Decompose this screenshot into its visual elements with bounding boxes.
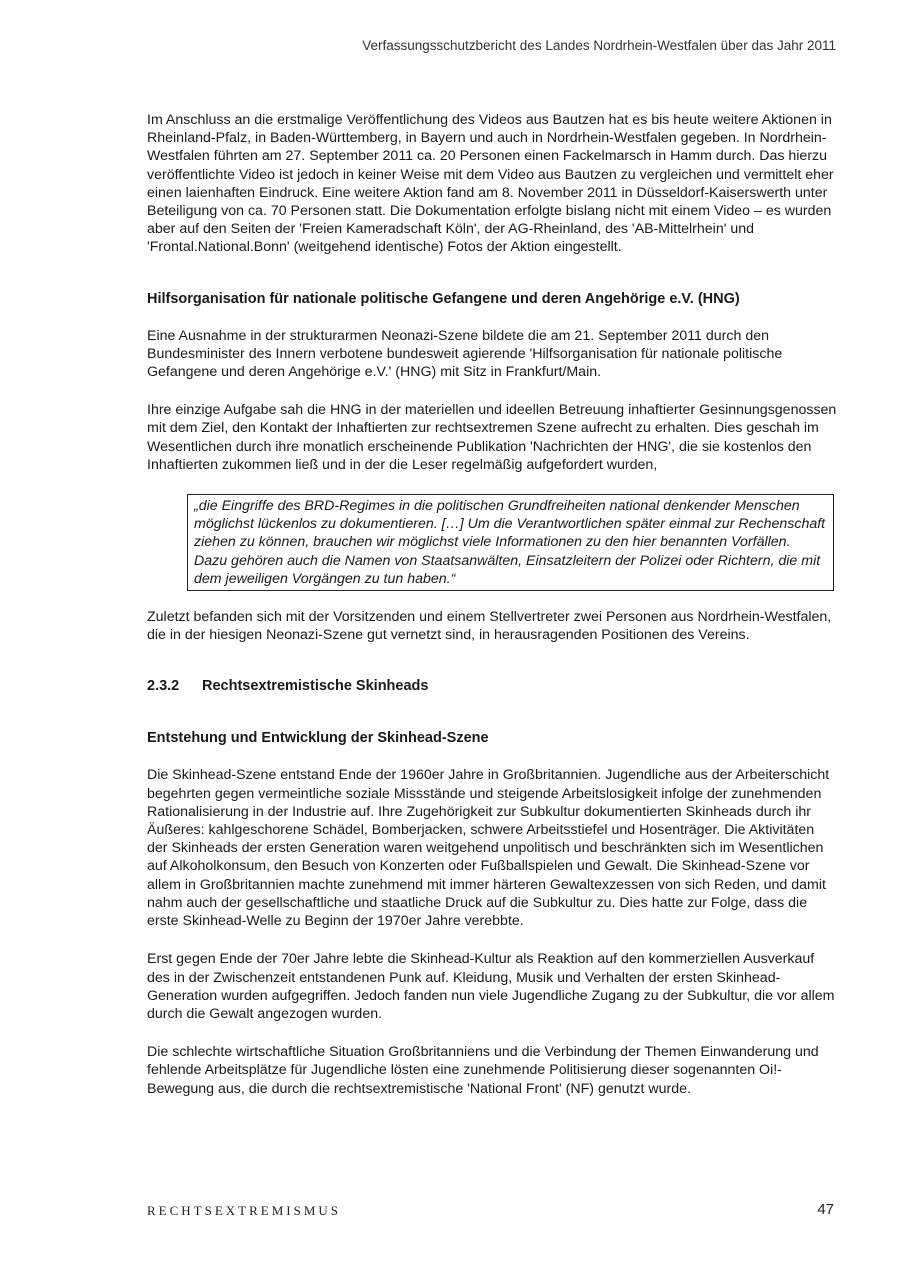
footer-section-label: RECHTSEXTREMISMUS [147,1203,342,1218]
paragraph-skinhead-revival: Erst gegen Ende der 70er Jahre lebte die Skinhead-Kultur als Reaktion auf den kommerziellen Ausverkauf des in der Zwischenzeit entstandenen Punk auf. Kleidung, Musik und Verhalten der ersten Skinhead-Generation wurden aufgegriffen. Jedoch fanden nun viele Jugendliche Zugang zu der Subkultur, die vor allem durch die Gewalt angezogen wurden. [147,951,835,1022]
page-content [147,111,837,1118]
running-header: Verfassungsschutzbericht des Landes Nordrhein-Westfalen über das Jahr 2011 [362,38,836,53]
hng-quote-box: „die Eingriffe des BRD-Regimes in die politischen Grundfreiheiten national denkender Menschen möglichst lückenlos zu dokumentieren. […] Um die Verantwortlichen später einmal zur Rechenschaft ziehen zu können, brauchen wir möglichst viele Informationen zu den hier benannten Vorfällen. Dazu gehören auch die Namen von Staatsanwälten, Einsatzleitern der Polizei oder Richtern, die mit dem jeweiligen Vorgängen zu tun haben.“ [187,494,834,591]
paragraph-hng-leaders: Zuletzt befanden sich mit der Vorsitzenden und einem Stellvertreter zwei Personen aus Nordrhein-Westfalen, die in der hiesigen Neonazi-Szene gut vernetzt sind, in herausragenden Positionen des Vereins. [147,609,832,644]
section-title: Rechtsextremistische Skinheads [202,678,429,695]
heading-hng: Hilfsorganisation für nationale politische Gefangene und deren Angehörige e.V. (HNG) [147,290,740,307]
paragraph-hng-ban: Eine Ausnahme in der strukturarmen Neonazi-Szene bildete die am 21. September 2011 durch den Bundesminister des Innern verbotene bundesweit agierende 'Hilfsorganisation für nationale politische Gefangene und deren Angehörige e.V.' (HNG) mit Sitz in Frankfurt/Main. [147,327,783,381]
paragraph-skinhead-origin: Die Skinhead-Szene entstand Ende der 1960er Jahre in Großbritannien. Jugendliche aus der Arbeiterschicht begehrten gegen vermeintliche soziale Missstände und steigende Arbeitslosigkeit infolge der zunehmenden Rationalisierung in der Industrie auf. Ihre Zugehörigkeit zur Subkultur dokumentierten Skinheads durch ihr Äußeres: kahlgeschorene Schädel, Bomberjacken, schwere Arbeitsstiefel und Hosenträger. Die Aktivitäten der Skinheads der ersten Generation waren weitgehend unpolitisch und beschränkten sich im Wesentlichen auf Alkoholkonsum, den Besuch von Konzerten oder Fußballspielen und Gewalt. Die Skinhead-Szene vor allem in Großbritannien machte zunehmend mit immer härteren Gewaltexzessen von sich Reden, und damit nahm auch der gesellschaftliche und staatliche Druck auf die Subkultur zu. Dies hatte zur Folge, dass die erste Skinhead-Welle zu Beginn der 1970er Jahre verebbte. [147,767,830,930]
heading-skinhead-origin: Entstehung und Entwicklung der Skinhead-Szene [147,730,489,747]
page-number: 47 [817,1201,834,1218]
paragraph-hng-task: Ihre einzige Aufgabe sah die HNG in der materiellen und ideellen Betreuung inhaftierter Gesinnungsgenossen mit dem Ziel, den Kontakt der Inhaftierten zur rechtsextremen Szene aufrecht zu erhalten. Dies geschah im Wesentlichen durch ihre monatlich erscheinende Publikation 'Nachrichten der HNG', die sie kostenlos den Inhaftierten zukommen ließ und in der die Leser regelmäßig aufgefordert wurden, [147,402,837,473]
paragraph-oi-movement: Die schlechte wirtschaftliche Situation Großbritanniens und die Verbindung der Themen Einwanderung und fehlende Arbeitsplätze für Jugendliche lösten eine zunehmende Politisierung dieser sogenannten Oi!-Bewegung aus, die durch die rechtsextremistische 'National Front' (NF) genutzt wurde. [147,1044,819,1097]
section-number: 2.3.2 [147,678,180,695]
paragraph-hamm-duesseldorf: Im Anschluss an die erstmalige Veröffentlichung des Videos aus Bautzen hat es bis heute weitere Aktionen in Rheinland-Pfalz, in Baden-Württemberg, in Bayern und auch in Nordrhein-Westfalen gegeben. In Nordrhein-Westfalen führten am 27. September 2011 ca. 20 Personen einen Fackelmarsch in Hamm durch. Das hierzu veröffentlichte Video ist jedoch in keiner Weise mit dem Video aus Bautzen zu vergleichen und vermittelt eher einen laienhaften Eindruck. Eine weitere Aktion fand am 8. November 2011 in Düsseldorf-Kaiserswerth unter Beteiligung von ca. 70 Personen statt. Die Dokumentation erfolgte bislang nicht mit einem Video – es wurden aber auf den Seiten der 'Freien Kameradschaft Köln', der AG-Rheinland, des 'AB-Mittelrhein' und 'Frontal.National.Bonn' (weitgehend identische) Fotos der Aktion eingestellt. [147,112,834,256]
section-heading-skinheads [147,677,837,696]
